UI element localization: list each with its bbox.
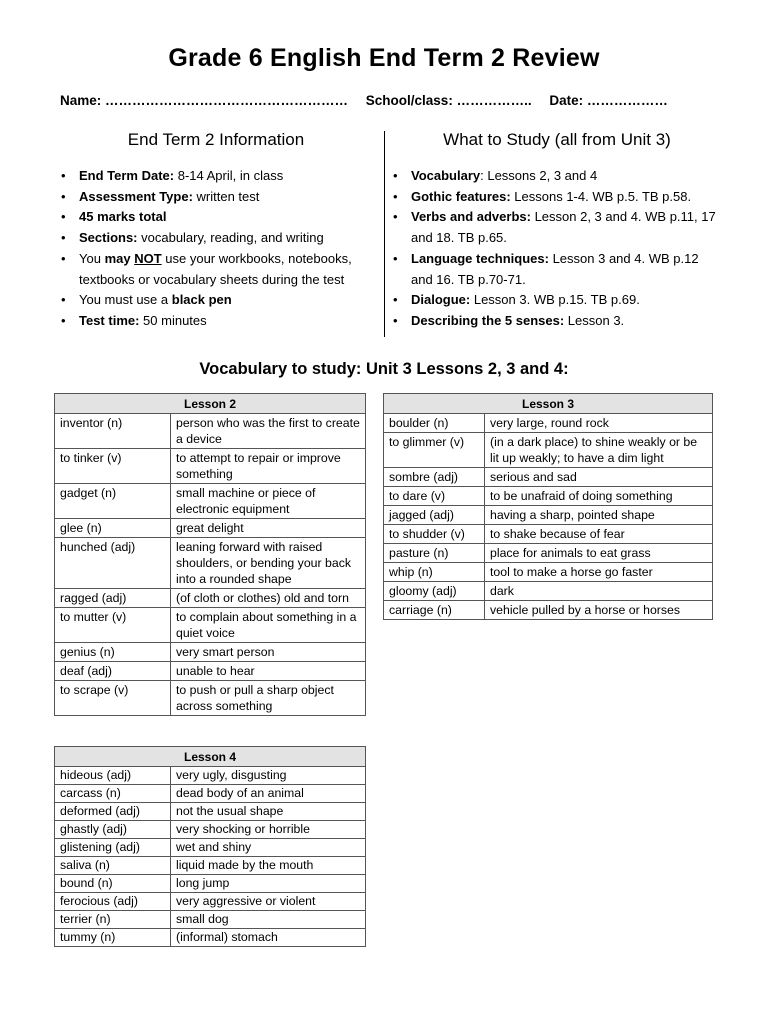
vocab-definition: long jump [171, 875, 366, 893]
table-row [384, 506, 713, 525]
vocab-word: glistening (adj) [55, 839, 171, 857]
table-row [55, 589, 366, 608]
vocab-word: gloomy (adj) [384, 582, 485, 601]
vocab-word: deaf (adj) [55, 662, 171, 681]
study-item: • Dialogue: Lesson 3. WB p.15. TB p.69. [411, 290, 722, 311]
vocab-word: glee (n) [55, 519, 171, 538]
vocab-heading: Vocabulary to study: Unit 3 Lessons 2, 3 and 4: [199, 360, 569, 378]
table-row [384, 544, 713, 563]
vocab-word: pasture (n) [384, 544, 485, 563]
vocab-word: sombre (adj) [384, 468, 485, 487]
vocab-word: tummy (n) [55, 929, 171, 947]
vocab-definition: wet and shiny [171, 839, 366, 857]
table-row [55, 608, 366, 643]
table-row [55, 857, 366, 875]
info-heading: End Term 2 Information [127, 130, 305, 149]
table-row [384, 601, 713, 620]
vocab-word: ragged (adj) [55, 589, 171, 608]
table-row [55, 449, 366, 484]
vocab-definition: to complain about something in a quiet voice [171, 608, 366, 643]
vocab-word: hideous (adj) [55, 767, 171, 785]
table-row [55, 484, 366, 519]
study-item: • Gothic features: Lessons 1-4. WB p.5. TB p.58. [411, 187, 722, 208]
table-row [55, 414, 366, 449]
lesson-3-table [383, 393, 713, 620]
vocab-word: carcass (n) [55, 785, 171, 803]
table-row [55, 803, 366, 821]
study-item: • Language techniques: Lesson 3 and 4. WB p.12 and 16. TB p.70-71. [411, 249, 722, 290]
vocab-word: hunched (adj) [55, 538, 171, 589]
vocab-definition: person who was the first to create a device [171, 414, 366, 449]
table-row [384, 563, 713, 582]
table-row [384, 525, 713, 544]
vocab-definition: to be unafraid of doing something [485, 487, 713, 506]
vocab-definition: to attempt to repair or improve something [171, 449, 366, 484]
vocab-word: to shudder (v) [384, 525, 485, 544]
lesson-2-table [54, 393, 366, 716]
vocab-word: saliva (n) [55, 857, 171, 875]
vocab-definition: leaning forward with raised shoulders, or bending your back into a rounded shape [171, 538, 366, 589]
table-row [384, 433, 713, 468]
vocab-definition: to push or pull a sharp object across something [171, 681, 366, 716]
table-row [55, 681, 366, 716]
vocab-definition: very smart person [171, 643, 366, 662]
vocab-word: inventor (n) [55, 414, 171, 449]
vocab-word: whip (n) [384, 563, 485, 582]
vocab-word: ghastly (adj) [55, 821, 171, 839]
table-row [55, 662, 366, 681]
info-item: • 45 marks total [79, 207, 378, 228]
table-row [384, 582, 713, 601]
info-section [60, 130, 378, 332]
table-row [55, 929, 366, 947]
vocab-word: to mutter (v) [55, 608, 171, 643]
table-row [55, 893, 366, 911]
vocab-definition: serious and sad [485, 468, 713, 487]
lesson-4-table [54, 746, 366, 947]
info-item: • Test time: 50 minutes [79, 311, 378, 332]
study-heading: What to Study (all from Unit 3) [443, 130, 671, 149]
table-row [384, 414, 713, 433]
study-section [392, 130, 722, 332]
table-row [55, 643, 366, 662]
table-row [55, 519, 366, 538]
lesson-title: Lesson 2 [55, 394, 366, 414]
page-title: Grade 6 English End Term 2 Review [168, 44, 600, 72]
vocab-definition: to shake because of fear [485, 525, 713, 544]
vocab-definition: (in a dark place) to shine weakly or be lit up weakly; to have a dim light [485, 433, 713, 468]
vocab-definition: very ugly, disgusting [171, 767, 366, 785]
lesson-title: Lesson 4 [55, 747, 366, 767]
vocab-word: bound (n) [55, 875, 171, 893]
vocab-definition: (informal) stomach [171, 929, 366, 947]
name-line [60, 93, 682, 108]
study-list [392, 166, 722, 332]
name-field: Name: ……………………………………………… [60, 93, 349, 108]
vocab-word: carriage (n) [384, 601, 485, 620]
info-item: • End Term Date: 8-14 April, in class [79, 166, 378, 187]
info-item: • You may NOT use your workbooks, notebooks, textbooks or vocabulary sheets during the test [79, 249, 378, 290]
vocab-definition: place for animals to eat grass [485, 544, 713, 563]
table-row [55, 839, 366, 857]
vocab-word: genius (n) [55, 643, 171, 662]
study-item: • Describing the 5 senses: Lesson 3. [411, 311, 722, 332]
vocab-definition: not the usual shape [171, 803, 366, 821]
study-item: • Vocabulary: Lessons 2, 3 and 4 [411, 166, 722, 187]
vocab-definition: great delight [171, 519, 366, 538]
vocab-definition: small dog [171, 911, 366, 929]
table-row [55, 538, 366, 589]
vocab-definition: very aggressive or violent [171, 893, 366, 911]
vocab-word: to glimmer (v) [384, 433, 485, 468]
vocab-definition: very large, round rock [485, 414, 713, 433]
info-list [60, 166, 378, 332]
vocab-definition: dark [485, 582, 713, 601]
table-row [55, 911, 366, 929]
vocab-word: to scrape (v) [55, 681, 171, 716]
vocab-definition: unable to hear [171, 662, 366, 681]
vocab-word: terrier (n) [55, 911, 171, 929]
table-row [55, 767, 366, 785]
vocab-word: boulder (n) [384, 414, 485, 433]
vocab-definition: having a sharp, pointed shape [485, 506, 713, 525]
vocab-word: deformed (adj) [55, 803, 171, 821]
table-row [55, 821, 366, 839]
table-row [384, 468, 713, 487]
table-row [55, 875, 366, 893]
info-item: • Sections: vocabulary, reading, and writing [79, 228, 378, 249]
column-divider [384, 131, 385, 337]
date-field: Date: ……………… [549, 93, 668, 108]
vocab-definition: tool to make a horse go faster [485, 563, 713, 582]
info-item: • You must use a black pen [79, 290, 378, 311]
vocab-word: gadget (n) [55, 484, 171, 519]
vocab-definition: dead body of an animal [171, 785, 366, 803]
vocab-word: ferocious (adj) [55, 893, 171, 911]
school-class-field: School/class: …………….. [365, 93, 532, 108]
vocab-word: to tinker (v) [55, 449, 171, 484]
table-row [55, 785, 366, 803]
study-item: • Verbs and adverbs: Lesson 2, 3 and 4. WB p.11, 17 and 18. TB p.65. [411, 207, 722, 248]
vocab-definition: vehicle pulled by a horse or horses [485, 601, 713, 620]
lesson-title: Lesson 3 [384, 394, 713, 414]
vocab-definition: liquid made by the mouth [171, 857, 366, 875]
info-item: • Assessment Type: written test [79, 187, 378, 208]
vocab-definition: small machine or piece of electronic equipment [171, 484, 366, 519]
vocab-definition: (of cloth or clothes) old and torn [171, 589, 366, 608]
vocab-word: to dare (v) [384, 487, 485, 506]
vocab-word: jagged (adj) [384, 506, 485, 525]
vocab-definition: very shocking or horrible [171, 821, 366, 839]
table-row [384, 487, 713, 506]
